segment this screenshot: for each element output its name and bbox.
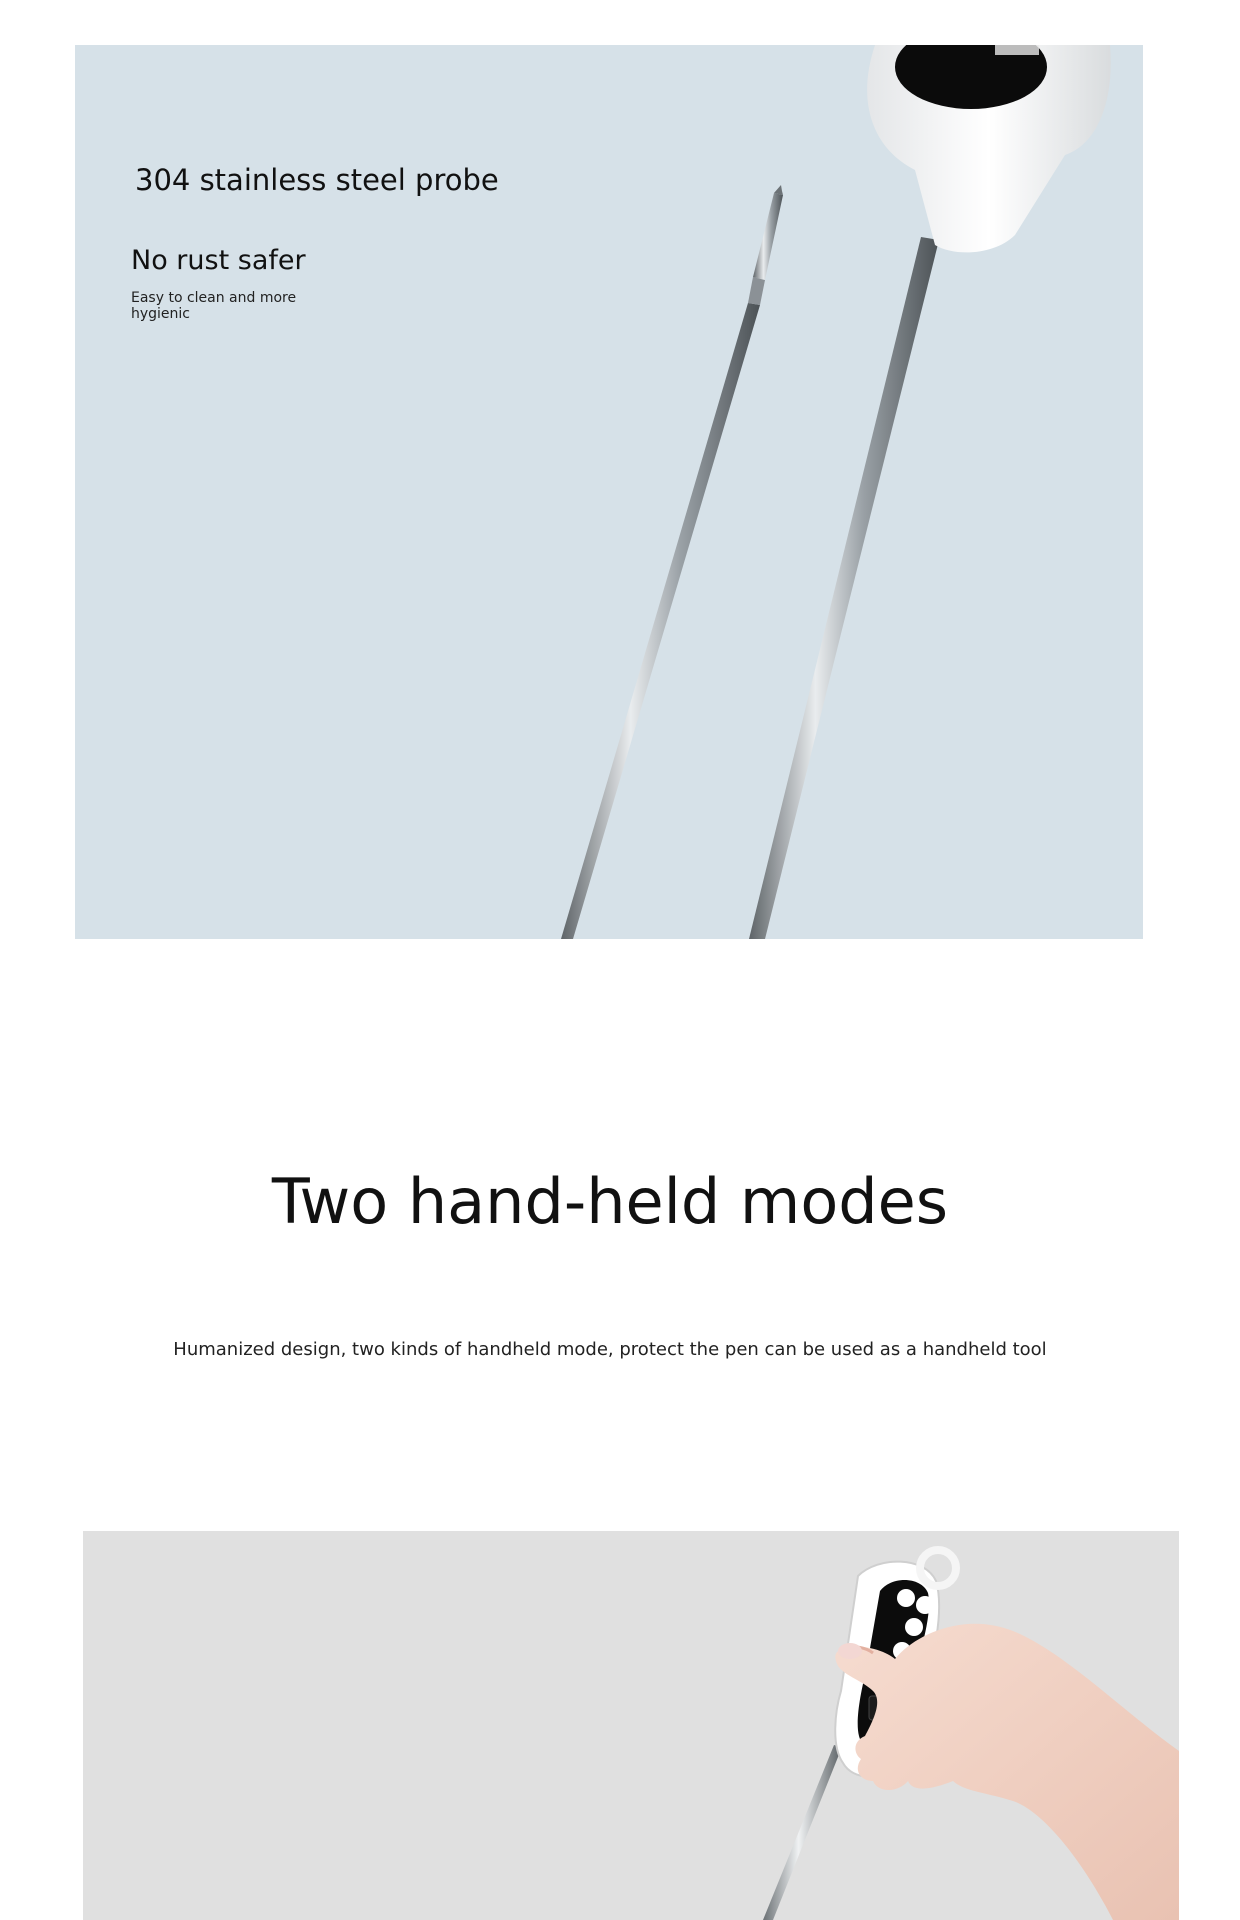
- thermometer-in-hand-image: [83, 1531, 1179, 1920]
- probe-feature-description: Easy to clean and more hygienic: [131, 290, 297, 322]
- modes-heading: Two hand-held modes: [271, 1165, 949, 1238]
- handheld-mode-panel: [83, 1531, 1179, 1920]
- probe-feature-panel: [75, 45, 1143, 939]
- probe-feature-title: 304 stainless steel probe: [135, 163, 499, 197]
- probe-feature-subtitle: No rust safer: [131, 245, 306, 276]
- modes-description: Humanized design, two kinds of handheld mode, protect the pen can be used as a handheld tool: [173, 1339, 1047, 1360]
